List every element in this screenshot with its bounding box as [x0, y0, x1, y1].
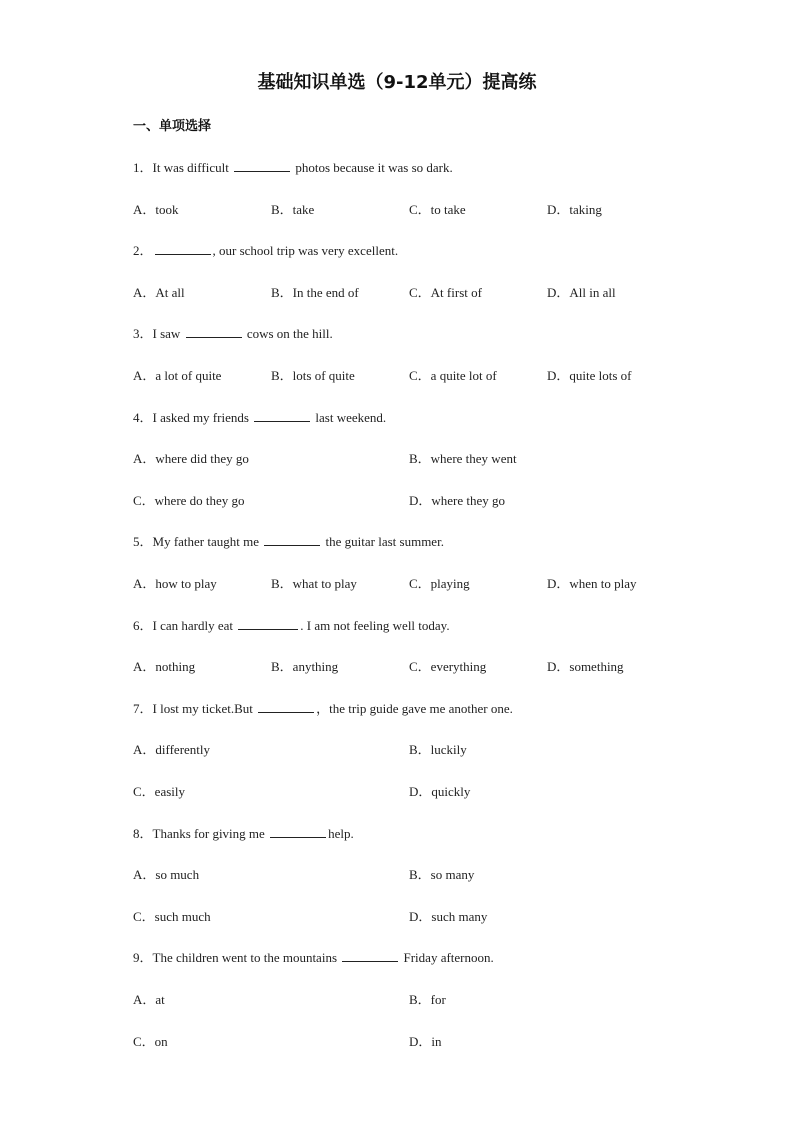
answer-blank: [254, 410, 310, 422]
question-text-post: , our school trip was very excellent.: [212, 243, 399, 258]
option-b[interactable]: B．luckily: [409, 742, 467, 757]
option-c[interactable]: C．where do they go: [133, 493, 245, 508]
option-c[interactable]: C．At first of: [409, 285, 482, 300]
option-d[interactable]: D．in: [409, 1034, 442, 1049]
answer-blank: [186, 326, 242, 338]
question-text-post: last weekend.: [315, 410, 387, 425]
question-number: 2．: [133, 243, 153, 258]
option-d[interactable]: D．All in all: [547, 285, 616, 300]
question-number: 1．: [133, 160, 153, 175]
option-a[interactable]: A．where did they go: [133, 451, 249, 466]
option-b[interactable]: B．what to play: [271, 576, 357, 591]
question-5: [133, 531, 444, 550]
question-text-pre: It was difficult: [152, 160, 229, 175]
question-text-post: ，the trip guide gave me another one.: [316, 701, 513, 716]
option-a[interactable]: A．nothing: [133, 659, 196, 674]
option-d[interactable]: D．where they go: [409, 493, 506, 508]
option-c[interactable]: C．playing: [409, 576, 470, 591]
answer-blank: [238, 618, 298, 630]
option-b[interactable]: B．anything: [271, 659, 339, 674]
question-number: 4．: [133, 410, 153, 425]
question-3: [133, 323, 333, 342]
question-number: 5．: [133, 534, 153, 549]
section-heading: 一、单项选择: [133, 119, 212, 134]
question-text-post: help.: [328, 826, 354, 841]
option-c[interactable]: C．such much: [133, 909, 211, 924]
question-text-post: the guitar last summer.: [325, 534, 444, 549]
question-text-pre: Thanks for giving me: [152, 826, 265, 841]
option-d[interactable]: D．taking: [547, 202, 602, 217]
option-a[interactable]: A．differently: [133, 742, 211, 757]
question-number: 7．: [133, 701, 153, 716]
option-a[interactable]: A．took: [133, 202, 179, 217]
question-text-post: Friday afternoon.: [403, 950, 494, 965]
question-number: 9．: [133, 950, 153, 965]
option-a[interactable]: A．so much: [133, 867, 200, 882]
option-d[interactable]: D．quite lots of: [547, 368, 632, 383]
option-a[interactable]: A．at: [133, 992, 165, 1007]
question-text-post: . I am not feeling well today.: [300, 618, 450, 633]
option-b[interactable]: B．lots of quite: [271, 368, 355, 383]
question-text-pre: I saw: [152, 326, 181, 341]
option-c[interactable]: C．easily: [133, 784, 185, 799]
answer-blank: [270, 826, 326, 838]
answer-blank: [155, 243, 211, 255]
question-number: 6．: [133, 618, 153, 633]
question-1: [133, 157, 453, 176]
question-text-pre: My father taught me: [152, 534, 260, 549]
question-8: [133, 823, 354, 842]
option-d[interactable]: D．such many: [409, 909, 488, 924]
question-2: [133, 240, 398, 259]
question-7: [133, 698, 513, 717]
question-number: 8．: [133, 826, 153, 841]
option-d[interactable]: D．something: [547, 659, 624, 674]
option-a[interactable]: A．At all: [133, 285, 185, 300]
option-c[interactable]: C．to take: [409, 202, 466, 217]
question-text-post: cows on the hill.: [246, 326, 333, 341]
answer-blank: [342, 950, 398, 962]
question-9: [133, 947, 494, 966]
option-d[interactable]: D．quickly: [409, 784, 471, 799]
option-c[interactable]: C．a quite lot of: [409, 368, 497, 383]
option-a[interactable]: A．a lot of quite: [133, 368, 222, 383]
option-c[interactable]: C．on: [133, 1034, 168, 1049]
option-b[interactable]: B．In the end of: [271, 285, 359, 300]
page-title: 基础知识单选（9-12单元）提高练: [257, 72, 537, 93]
option-b[interactable]: B．so many: [409, 867, 475, 882]
option-b[interactable]: B．take: [271, 202, 315, 217]
option-b[interactable]: B．for: [409, 992, 446, 1007]
question-4: [133, 407, 386, 426]
question-number: 3．: [133, 326, 153, 341]
option-a[interactable]: A．how to play: [133, 576, 217, 591]
question-6: [133, 615, 450, 634]
option-c[interactable]: C．everything: [409, 659, 487, 674]
answer-blank: [258, 701, 314, 713]
question-text-pre: The children went to the mountains: [152, 950, 337, 965]
question-text-pre: I lost my ticket.But: [152, 701, 253, 716]
option-b[interactable]: B．where they went: [409, 451, 517, 466]
question-text-pre: I asked my friends: [152, 410, 249, 425]
answer-blank: [264, 534, 320, 546]
question-text-post: photos because it was so dark.: [295, 160, 453, 175]
answer-blank: [234, 160, 290, 172]
option-d[interactable]: D．when to play: [547, 576, 637, 591]
question-text-pre: I can hardly eat: [152, 618, 233, 633]
